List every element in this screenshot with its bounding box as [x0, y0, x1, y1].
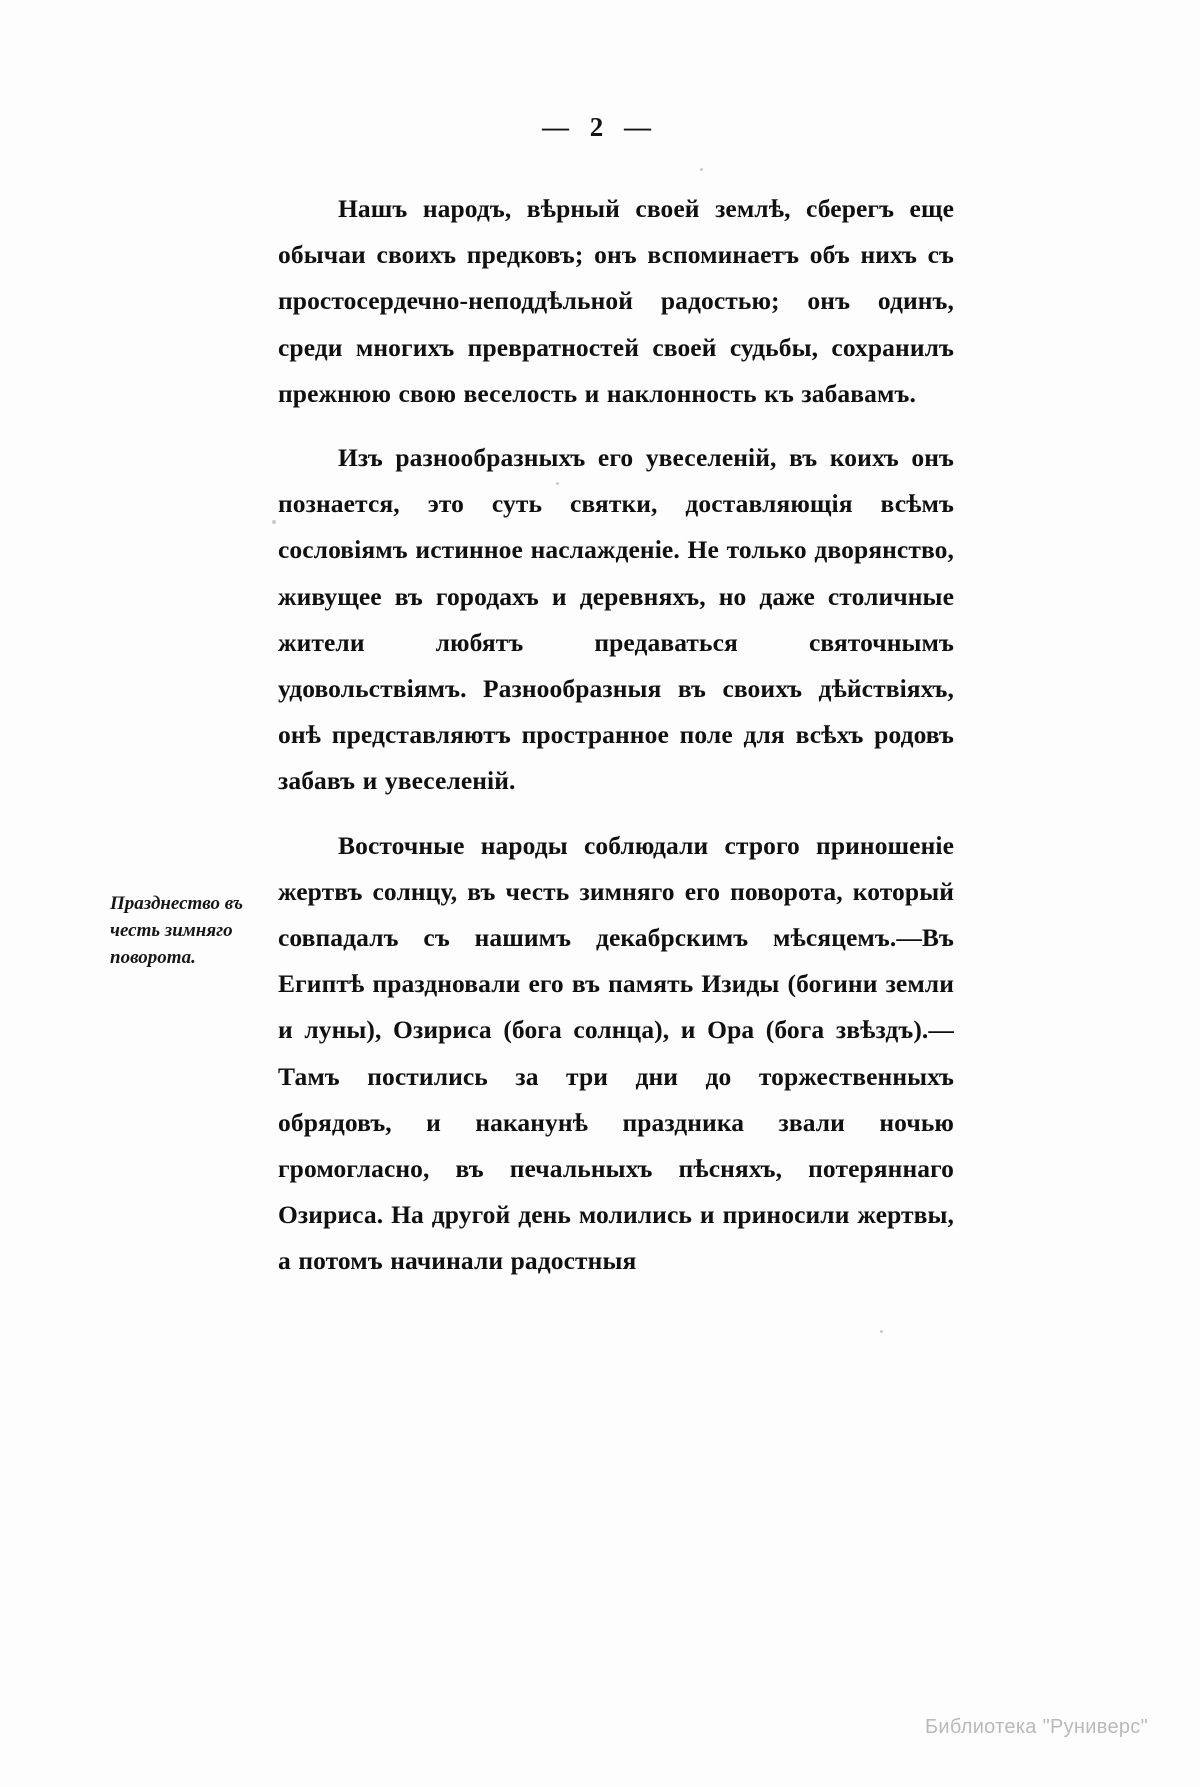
- body-text-column: [278, 186, 954, 1291]
- page-number: — 2 —: [542, 112, 658, 142]
- scan-speckle: [700, 168, 703, 171]
- paragraph: Нашъ народъ, вѣрный своей землѣ, сберегъ еще обычаи своихъ предковъ; онъ вспоминаетъ объ нихъ съ простосердечно-неподдѣльной радостью; онъ одинъ, среди многихъ превратностей своей судьбы, сохранилъ прежнюю свою веселость и наклонность къ забавамъ.: [278, 194, 954, 408]
- scan-speckle: [556, 482, 559, 485]
- paragraph: Восточные народы соблюдали строго приношеніе жертвъ солнцу, въ честь зимняго его поворота, который совпадалъ съ нашимъ декабрскимъ мѣсяцемъ.—Въ Египтѣ праздновали его въ память Изиды (богини земли и луны), Озириса (бога солнца), и Ора (бога звѣздъ).—Тамъ постились за три дни до торжественныхъ обрядовъ, и наканунѣ праздника звали ночью громогласно, въ печальныхъ пѣсняхъ, потеряннаго Озириса. На другой день молились и приносили жертвы, а потомъ начинали радостныя: [278, 830, 954, 1276]
- library-watermark: Библиотека "Руниверс": [924, 1716, 1148, 1738]
- scan-speckle: [880, 1330, 883, 1333]
- paragraph: Изъ разнообразныхъ его увеселеній, въ коихъ онъ познается, это суть святки, доставляющія всѣмъ сословіямъ истинное наслажденіе. Не только дворянство, живущее въ городахъ и деревняхъ, но даже столичные жители любятъ предаваться святочнымъ удовольствіямъ. Разнообразныя въ своихъ дѣйствіяхъ, онѣ представляютъ пространное поле для всѣхъ родовъ забавъ и увеселеній.: [278, 443, 954, 796]
- scan-speckle: [272, 520, 276, 524]
- marginal-note: Празднество въ честь зимняго поворота.: [110, 893, 244, 968]
